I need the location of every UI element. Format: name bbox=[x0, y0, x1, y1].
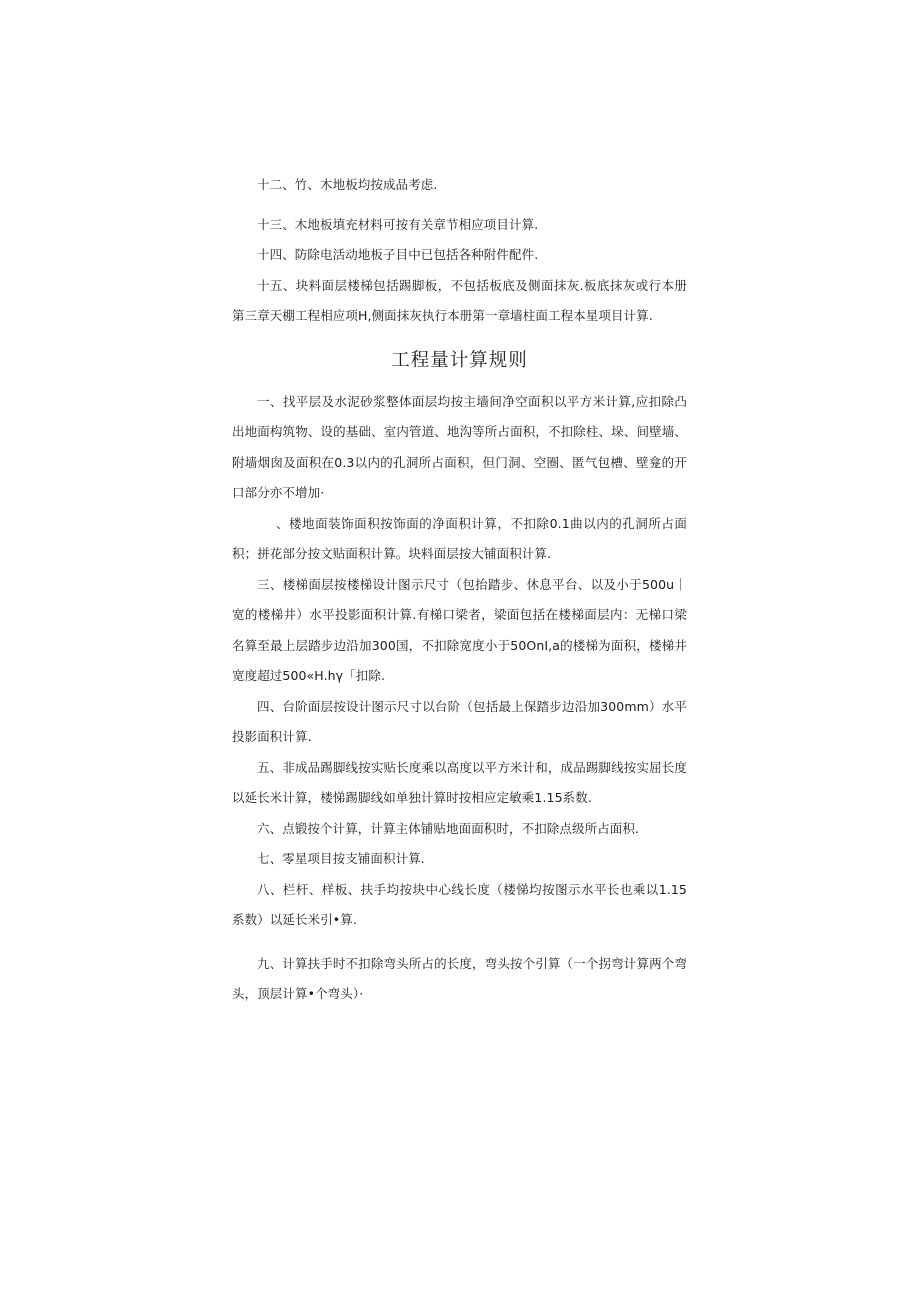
document-content bbox=[232, 170, 687, 1010]
rule-7: 七、零星项目按支铺面积计算. bbox=[257, 851, 425, 866]
paragraph-13: 十三、木地板填充材料可按有关章节相应项目计算. bbox=[257, 216, 539, 232]
rule-3: 三、楼梯面层按楼梯设计图示尺寸（包抬踏步、休息平台、以及小于500u｜宽的楼梯井）水平投影面积计算.有梯口梁者，梁面包括在楼梯面层内：无梯口梁名算至最上层踏步边沿加300国，不扣除宽度小于50OnI,a的楼梯为面积，楼梯井宽度超过500«H.hγ「扣除. bbox=[232, 576, 687, 683]
rule-6: 六、点锻按个计算，计算主体铺贴地面面积时，不扣除点级所占面积. bbox=[257, 820, 640, 836]
rule-1: 一、找平层及水泥砂浆整体面层均按主墙间净空面积以平方米计算,应扣除凸出地面构筑物、设的基础、室内管道、地沟等所占面积，不扣除柱、垛、间壁墙、附墙烟囱及面积在0.3以内的孔洞所占面积，但门洞、空圈、匿气包槽、壁龛的开口部分亦不增加· bbox=[232, 393, 687, 500]
rule-2: 、楼地面装饰面积按饰面的净面积计算，不扣除0.1曲以内的孔洞所占面积；拼花部分按文贴面积计算。块料面层按大铺面积计算. bbox=[232, 515, 687, 561]
rule-5: 五、非成品踢脚线按实贴长度乘以高度以平方米计和，成品踢脚线按实屈长度以延长米计算，楼悌踢脚线如单独计算时按相应定敏乘1.15系数. bbox=[232, 759, 687, 805]
rule-9: 九、计算扶手时不扣除弯头所占的长度，弯头按个引算（一个拐弯计算两个弯头，顶层计算•个弯头）· bbox=[232, 955, 687, 1001]
paragraph-12: 十二、竹、木地板均按成品考虑. bbox=[257, 177, 438, 192]
section-title: 工程量计算规则 bbox=[391, 349, 528, 371]
rule-8: 八、栏杆、样板、扶手均按块中心线长度（楼悌均按图示水平长也乘以1.15系数）以延长米引•算. bbox=[232, 881, 687, 927]
rule-4: 四、台阶面层按设计图示尺寸以台阶（包括最上保踏步边沿加300mm）水平投影面积计算. bbox=[232, 698, 687, 744]
paragraph-14: 十四、防除电活动地板子目中已包括各种附件配件. bbox=[257, 247, 539, 262]
paragraph-15: 十五、块料面层楼梯包括踢脚板，不包括板底及侧面抹灰.板底抹灰或行本册第三章天棚工程相应项H,侧面抹灰执行本册第一章墙柱面工程本星项目计算. bbox=[232, 277, 687, 323]
